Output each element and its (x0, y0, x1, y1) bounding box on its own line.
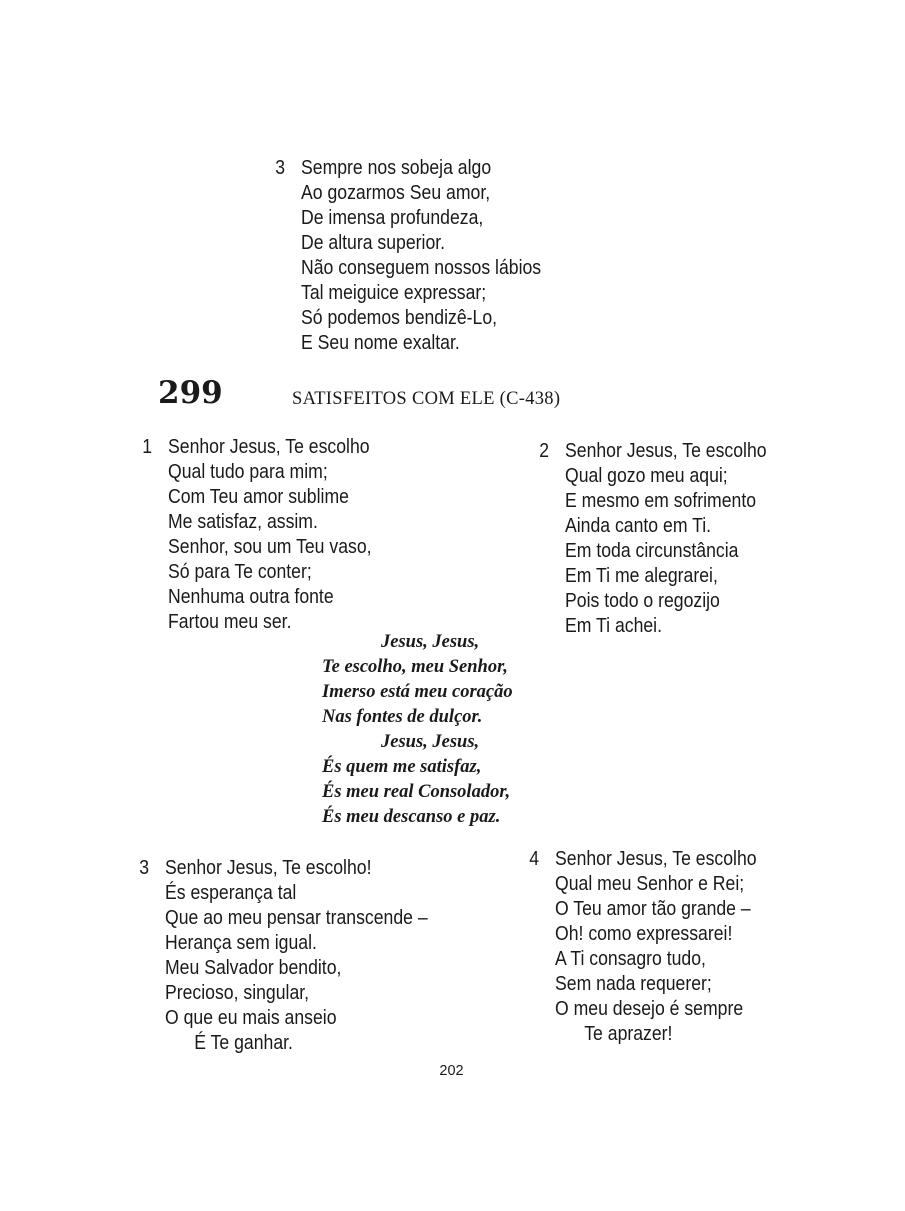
chorus-line: Jesus, Jesus, (381, 632, 480, 652)
previous-hymn-stanza-3 (275, 155, 542, 355)
stanza-line: Qual meu Senhor e Rei; (555, 872, 745, 895)
chorus-line: És meu real Consolador, (322, 782, 511, 802)
stanza-number: 3 (275, 156, 286, 179)
stanza-line: Qual tudo para mim; (168, 460, 328, 483)
stanza-line: Pois todo o regozijo (565, 589, 720, 612)
hymn-title: SATISFEITOS COM ELE (C-438) (292, 389, 561, 409)
stanza-line: O meu desejo é sempre (555, 997, 744, 1020)
stanza-line: De altura superior. (301, 231, 446, 254)
stanza-line: Senhor Jesus, Te escolho (555, 847, 757, 870)
stanza-line: És esperança tal (165, 881, 297, 904)
chorus-line: Nas fontes de dulçor. (322, 707, 483, 727)
stanza-line: Ainda canto em Ti. (565, 514, 712, 537)
stanza-line: Que ao meu pensar transcende – (165, 906, 428, 929)
stanza-line: Não conseguem nossos lábios (301, 256, 542, 279)
stanza-line: É Te ganhar. (194, 1031, 293, 1054)
stanza-number: 3 (139, 856, 150, 879)
chorus-line: Te escolho, meu Senhor, (322, 657, 508, 677)
stanza-line: Me satisfaz, assim. (168, 510, 318, 533)
stanza-line: Te aprazer! (584, 1022, 673, 1045)
stanza-line: Fartou meu ser. (168, 610, 292, 633)
hymn-number: 299 (158, 375, 223, 411)
hymn-stanza-2 (539, 438, 767, 638)
stanza-line: Meu Salvador bendito, (165, 956, 342, 979)
stanza-line: Qual gozo meu aqui; (565, 464, 728, 487)
chorus-line: És quem me satisfaz, (322, 757, 482, 777)
stanza-line: Só podemos bendizê-Lo, (301, 306, 498, 329)
chorus-line: Jesus, Jesus, (381, 732, 480, 752)
stanza-line: Com Teu amor sublime (168, 485, 349, 508)
stanza-line: Em toda circunstância (565, 539, 739, 562)
stanza-line: Senhor, sou um Teu vaso, (168, 535, 372, 558)
chorus-line: Imerso está meu coração (322, 682, 513, 702)
chorus-line: És meu descanso e paz. (322, 807, 501, 827)
hymn-stanza-3 (139, 855, 428, 1055)
hymn-stanza-4 (529, 846, 757, 1046)
stanza-line: A Ti consagro tudo, (555, 947, 706, 970)
stanza-line: Sempre nos sobeja algo (301, 156, 492, 179)
stanza-number: 1 (142, 435, 153, 458)
stanza-line: E mesmo em sofrimento (565, 489, 757, 512)
stanza-line: Senhor Jesus, Te escolho (565, 439, 767, 462)
stanza-line: Sem nada requerer; (555, 972, 712, 995)
stanza-line: Nenhuma outra fonte (168, 585, 334, 608)
stanza-line: Em Ti achei. (565, 614, 663, 637)
stanza-line: Senhor Jesus, Te escolho (168, 435, 370, 458)
stanza-line: Precioso, singular, (165, 981, 310, 1004)
stanza-line: O Teu amor tão grande – (555, 897, 751, 920)
stanza-line: Tal meiguice expressar; (301, 281, 487, 304)
stanza-line: Em Ti me alegrarei, (565, 564, 718, 587)
stanza-line: Ao gozarmos Seu amor, (301, 181, 491, 204)
hymn-chorus (322, 630, 513, 830)
stanza-line: Herança sem igual. (165, 931, 317, 954)
stanza-line: Senhor Jesus, Te escolho! (165, 856, 372, 879)
stanza-line: De imensa profundeza, (301, 206, 484, 229)
stanza-line: O que eu mais anseio (165, 1006, 337, 1029)
page-number: 202 (439, 1063, 464, 1079)
stanza-line: Oh! como expressarei! (555, 922, 733, 945)
hymn-stanza-1 (142, 434, 372, 634)
stanza-number: 4 (529, 847, 540, 870)
stanza-line: E Seu nome exaltar. (301, 331, 460, 354)
stanza-number: 2 (539, 439, 550, 462)
stanza-line: Só para Te conter; (168, 560, 312, 583)
